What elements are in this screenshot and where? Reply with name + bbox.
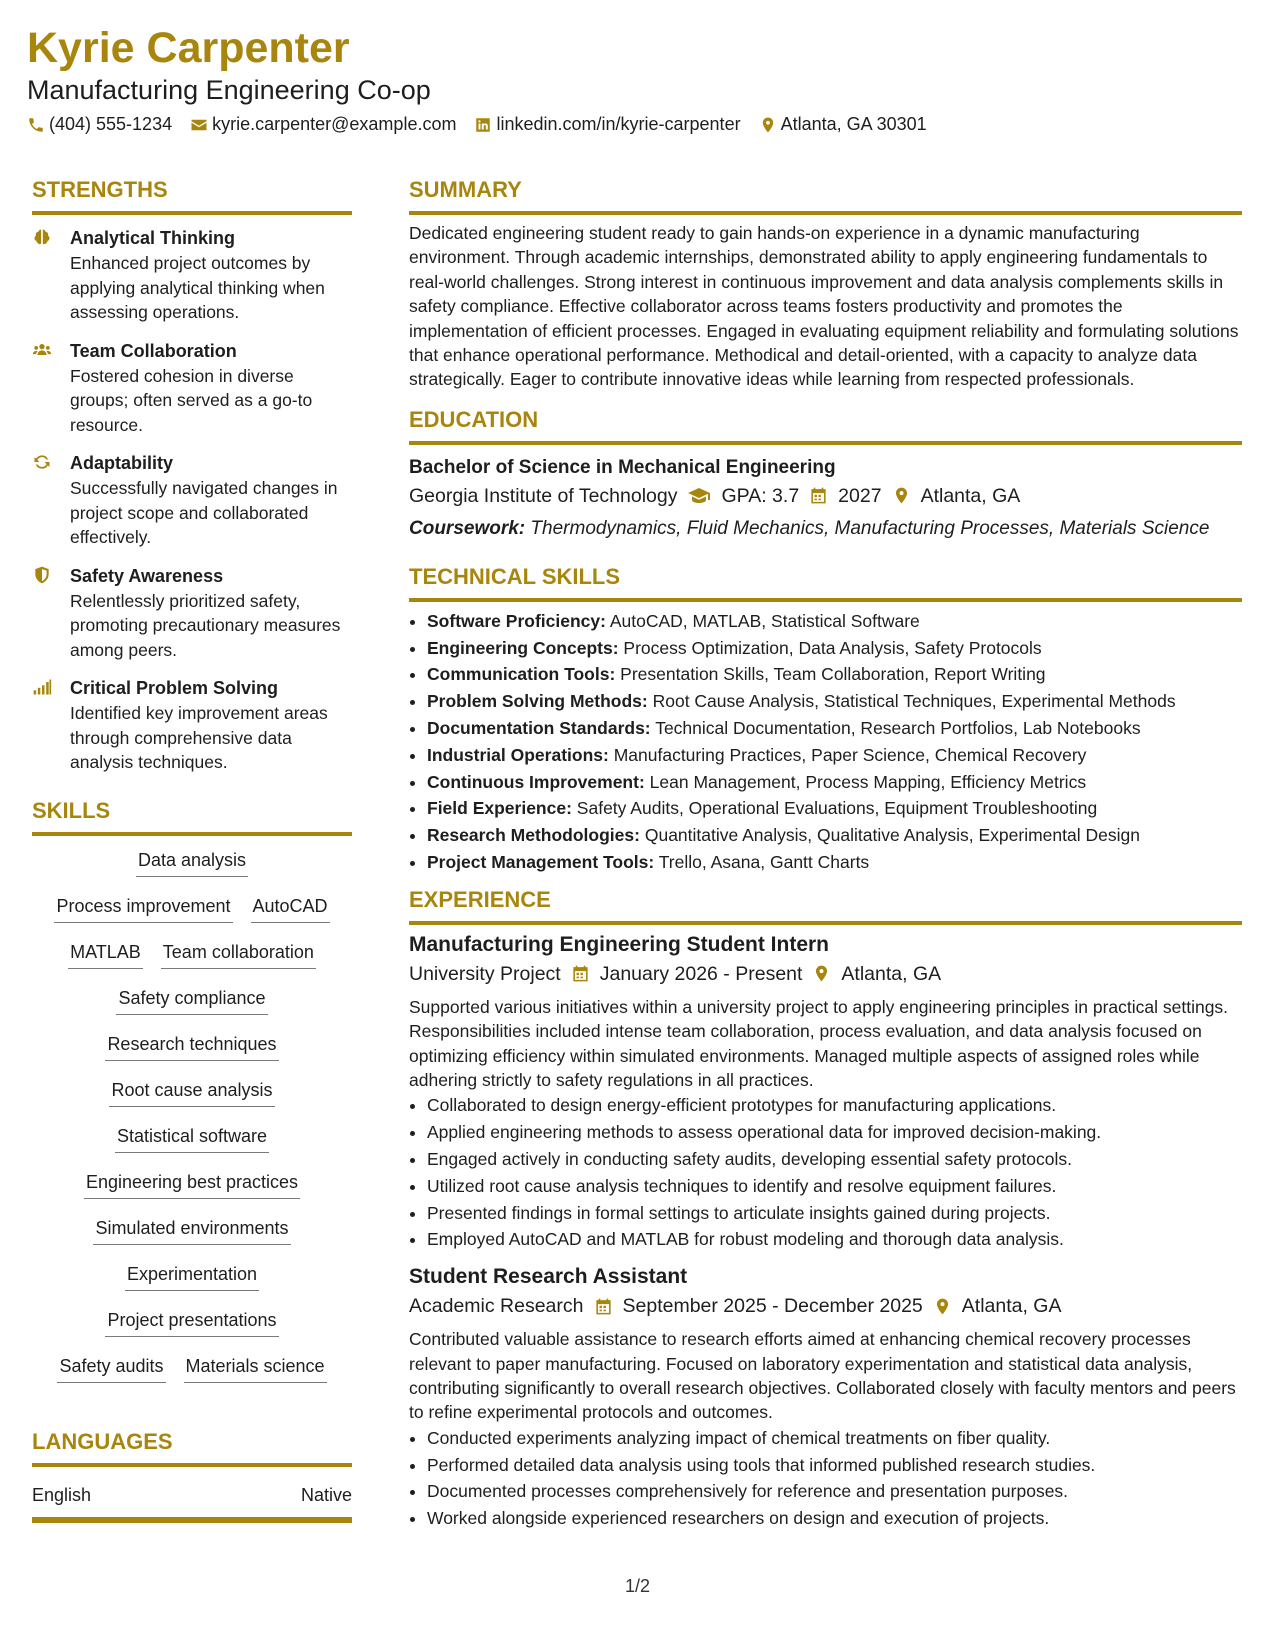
graduation-cap-icon [687, 484, 711, 508]
brain-icon [32, 227, 52, 247]
strength-item [32, 225, 352, 325]
skill-category: Field Experience: [427, 798, 572, 819]
users-icon [32, 340, 52, 360]
skills-heading: SKILLS [32, 797, 111, 823]
section-divider [32, 1463, 352, 1467]
list-item [427, 688, 1242, 715]
strength-title: Team Collaboration [70, 340, 237, 361]
graduation-year: 2027 [838, 484, 882, 507]
list-item: • Applied engineering methods to assess operational data for improved decision-making. [427, 1119, 1242, 1146]
strength-title: Analytical Thinking [70, 228, 236, 248]
list-item [427, 635, 1242, 662]
right-column [409, 176, 1242, 1532]
candidate-title: Manufacturing Engineering Co-op [27, 75, 431, 105]
list-item: • Engaged actively in conducting safety audits, developing essential safety protocols. [427, 1146, 1242, 1173]
strength-desc: Enhanced project outcomes by applying analytical thinking when assessing operations. [70, 253, 325, 322]
list-item [427, 769, 1242, 796]
gpa-text: GPA: 3.7 [721, 484, 800, 507]
skill-category: Continuous Improvement: [427, 771, 645, 792]
skill-category: Industrial Operations: [427, 744, 609, 765]
skill-category: Project Management Tools: [427, 852, 655, 873]
school-name: Georgia Institute of Technology [409, 484, 678, 507]
job-meta [409, 1291, 1242, 1321]
degree-title: Bachelor of Science in Mechanical Engineering [409, 456, 836, 478]
list-item [427, 849, 1242, 876]
job-title: Student Research Assistant [409, 1265, 688, 1289]
resume-header [27, 22, 1247, 135]
skill-tag: Statistical software [115, 1124, 269, 1153]
job-location: Atlanta, GA [841, 962, 942, 985]
strength-desc: Identified key improvement areas through comprehensive data analysis techniques. [70, 703, 328, 772]
signal-bars-icon [32, 677, 52, 697]
skill-tag: Process improvement [54, 894, 232, 923]
education-heading: EDUCATION [409, 406, 539, 432]
strength-desc: Fostered cohesion in diverse groups; often served as a go-to resource. [70, 365, 313, 435]
section-divider [409, 211, 1242, 215]
skill-category: Documentation Standards: [427, 718, 651, 739]
list-item: • Conducted experiments analyzing impact of chemical treatments on fiber quality. [427, 1425, 1242, 1452]
skill-tag: Experimentation [125, 1262, 259, 1291]
job-location: Atlanta, GA [961, 1295, 1062, 1318]
skill-values: Presentation Skills, Team Collaboration, Report Writing [620, 664, 1046, 685]
skill-tag: Data analysis [136, 848, 248, 877]
coursework-label: Coursework: [409, 517, 526, 539]
email-link[interactable]: kyrie.carpenter@example.com [212, 114, 457, 134]
strengths-list [32, 225, 352, 775]
contact-location [759, 114, 927, 135]
education-meta [409, 481, 1242, 511]
skill-values: Root Cause Analysis, Statistical Techniques, Experimental Methods [652, 691, 1176, 712]
list-item: • Performed detailed data analysis using tools that informed published research studies. [427, 1452, 1242, 1479]
languages-heading: LANGUAGES [32, 1428, 173, 1454]
envelope-icon [190, 116, 208, 134]
skills-list [32, 848, 352, 1400]
shield-icon [32, 565, 52, 585]
list-item: • Worked alongside experienced researchers on design and execution of projects. [427, 1505, 1242, 1532]
job-dates: January 2026 - Present [599, 962, 803, 985]
coursework [409, 517, 1242, 541]
job-meta [409, 959, 1242, 989]
phone-icon [27, 116, 45, 134]
skill-tag: Engineering best practices [84, 1170, 300, 1199]
skill-values: Safety Audits, Operational Evaluations, Equipment Troubleshooting [576, 798, 1098, 819]
map-pin-icon [892, 486, 911, 505]
skill-tag: AutoCAD [251, 894, 330, 923]
summary-heading: SUMMARY [409, 177, 522, 202]
strength-item [32, 563, 352, 663]
list-item [427, 608, 1242, 635]
strengths-heading: STRENGTHS [32, 177, 168, 202]
coursework-list: Thermodynamics, Fluid Mechanics, Manufacturing Processes, Materials Science [530, 517, 1210, 539]
candidate-name: Kyrie Carpenter [27, 24, 350, 72]
skill-tag: Simulated environments [93, 1216, 290, 1245]
list-item: • Utilized root cause analysis techniques to identify and resolve equipment failures. [427, 1173, 1242, 1200]
map-pin-icon [812, 964, 831, 983]
job-org: Academic Research [409, 1295, 584, 1318]
list-item: • Collaborated to design energy-efficient prototypes for manufacturing applications. [427, 1092, 1242, 1119]
section-divider [409, 441, 1242, 445]
skill-category: Engineering Concepts: [427, 637, 619, 658]
skill-category: Communication Tools: [427, 664, 616, 685]
skill-tag: Safety audits [57, 1354, 165, 1383]
skill-category: Problem Solving Methods: [427, 691, 648, 712]
linkedin-icon [474, 116, 492, 134]
skill-tag: Root cause analysis [109, 1078, 274, 1107]
calendar-icon [594, 1297, 613, 1316]
calendar-icon [571, 964, 590, 983]
skill-values: Process Optimization, Data Analysis, Safety Protocols [623, 637, 1042, 658]
contact-email[interactable] [190, 114, 456, 135]
list-item: • Presented findings in formal settings to articulate insights gained during projects. [427, 1200, 1242, 1227]
skill-values: Trello, Asana, Gantt Charts [658, 852, 870, 873]
education-location: Atlanta, GA [920, 484, 1021, 507]
list-item: • Documented processes comprehensively for reference and presentation purposes. [427, 1478, 1242, 1505]
strength-item [32, 675, 352, 775]
technical-skills-heading: TECHNICAL SKILLS [409, 563, 621, 589]
map-pin-icon [759, 116, 777, 134]
list-item [427, 822, 1242, 849]
skill-category: Research Methodologies: [427, 825, 640, 846]
skill-values: Manufacturing Practices, Paper Science, Chemical Recovery [613, 744, 1087, 765]
list-item: • Employed AutoCAD and MATLAB for robust modeling and thorough data analysis. [427, 1226, 1242, 1253]
list-item [427, 795, 1242, 822]
left-column [32, 176, 352, 1523]
strength-title: Adaptability [70, 453, 174, 473]
skill-tag: Safety compliance [116, 986, 267, 1015]
list-item [427, 661, 1242, 688]
skill-values: Technical Documentation, Research Portfolios, Lab Notebooks [655, 718, 1141, 739]
map-pin-icon [933, 1297, 952, 1316]
job-bullets [409, 1425, 1242, 1532]
skill-category: Software Proficiency: [427, 610, 606, 631]
job-org: University Project [409, 962, 561, 985]
calendar-icon [809, 486, 828, 505]
location-text: Atlanta, GA 30301 [780, 114, 927, 134]
language-level: Native [300, 1484, 352, 1505]
strength-item [32, 450, 352, 550]
strength-title: Critical Problem Solving [70, 678, 279, 698]
language-name: English [32, 1484, 92, 1505]
section-divider [32, 832, 352, 836]
section-divider [409, 598, 1242, 602]
experience-entry [409, 931, 1242, 1253]
linkedin-link[interactable]: linkedin.com/in/kyrie-carpenter [496, 114, 741, 134]
strength-desc: Relentlessly prioritized safety, promoting precautionary measures among peers. [70, 590, 341, 660]
job-title: Manufacturing Engineering Student Intern [409, 932, 829, 956]
contact-phone [27, 114, 172, 135]
skill-tag: MATLAB [68, 940, 143, 969]
skill-tag: Materials science [184, 1354, 327, 1383]
skill-tag: Research techniques [105, 1032, 278, 1061]
skill-values: Quantitative Analysis, Qualitative Analysis, Experimental Design [644, 825, 1140, 846]
job-dates: September 2025 - December 2025 [622, 1295, 923, 1318]
language-proficiency-bar [32, 1517, 352, 1523]
skill-tag: Team collaboration [161, 940, 316, 969]
contact-linkedin[interactable] [474, 114, 740, 135]
page-number: 1/2 [624, 1576, 651, 1596]
experience-heading: EXPERIENCE [409, 886, 551, 912]
strength-title: Safety Awareness [70, 565, 224, 586]
job-summary: Supported various initiatives within a university project to apply engineering principles in practical settings. Responsibilities included intense team collaboration, process evaluation, and data analysis focused on optimizing efficiency within simulated environments. Managed multiple aspects of assigned roles while adhering strictly to safety regulations in all practices. [409, 996, 1229, 1091]
section-divider [409, 921, 1242, 925]
list-item [427, 715, 1242, 742]
section-divider [32, 211, 352, 215]
job-bullets [409, 1092, 1242, 1253]
phone-text: (404) 555-1234 [49, 114, 173, 134]
job-summary: Contributed valuable assistance to research efforts aimed at enhancing chemical recovery processes relevant to paper manufacturing. Focused on laboratory experimentation and statistical data analysis, contributing significantly to overall research objectives. Collaborated closely with faculty mentors and peers to refine experimental protocols and outcomes. [409, 1329, 1236, 1423]
strength-item [32, 338, 352, 438]
strength-desc: Successfully navigated changes in project scope and collaborated effectively. [70, 478, 338, 547]
experience-entry [409, 1263, 1242, 1532]
sync-icon [32, 452, 52, 472]
summary-text: Dedicated engineering student ready to gain hands-on experience in a dynamic manufacturing environment. Through academic internships, demonstrated ability to apply engineering fundamentals to real-world challenges. Strong interest in continuous improvement and data analysis complements skills in safety compliance. Effective collaborator across teams fosters productivity and promotes the implementation of efficient processes. Engaged in evaluating equipment reliability and formulating solutions that enhance operational performance. Methodical and detail-oriented, with a capacity to analyze data strategically. Eager to contribute innovative ideas while learning from respected professionals. [409, 223, 1239, 390]
contact-bar [27, 114, 1247, 135]
skill-values: Lean Management, Process Mapping, Efficiency Metrics [649, 771, 1087, 792]
skill-values: AutoCAD, MATLAB, Statistical Software [609, 610, 920, 631]
list-item [427, 742, 1242, 769]
language-item [32, 1483, 352, 1507]
skill-tag: Project presentations [105, 1308, 278, 1337]
technical-skills-list [409, 608, 1242, 876]
